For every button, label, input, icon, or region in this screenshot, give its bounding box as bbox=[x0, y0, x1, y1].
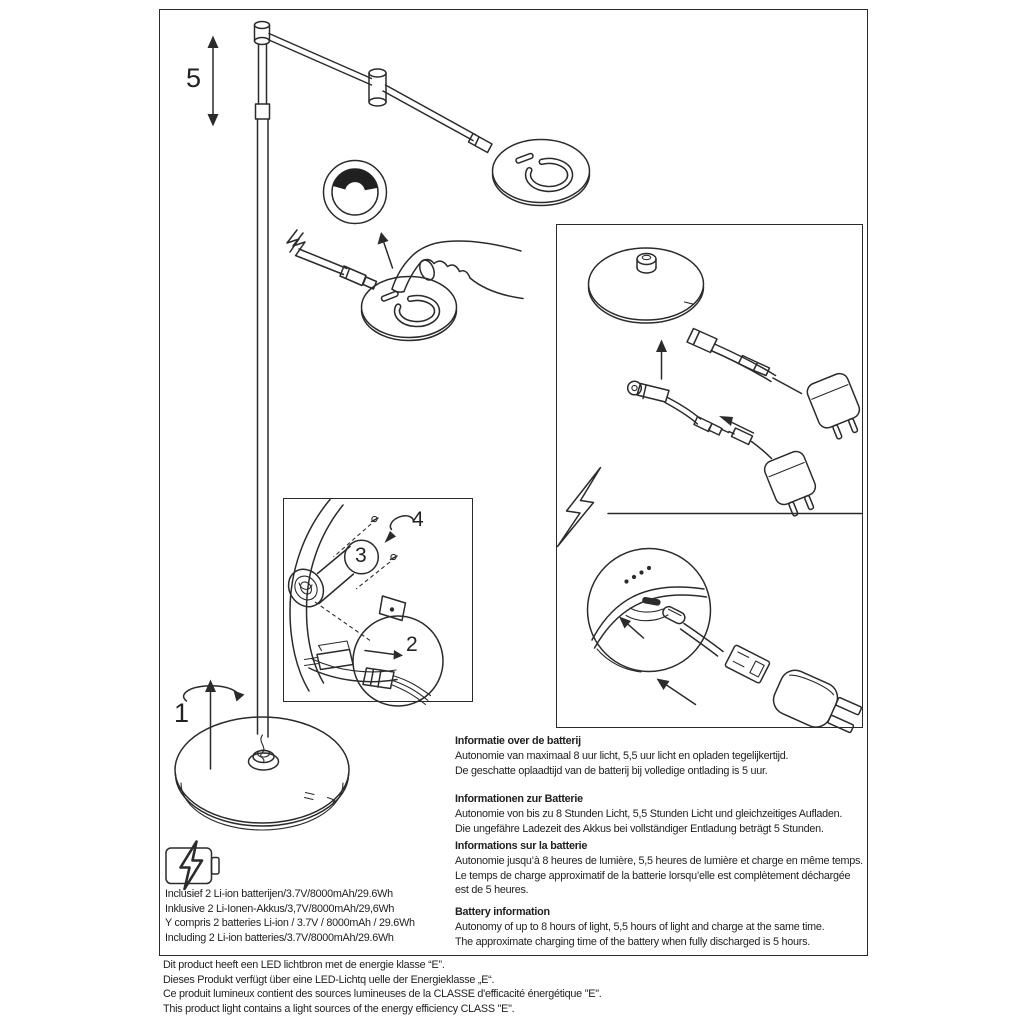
lamp-pole bbox=[255, 22, 270, 738]
battery-charging-icon bbox=[166, 842, 219, 890]
included-batteries-line-fr: Y compris 2 batteries Li-ion / 3.7V / 8000mAh / 29.6Wh bbox=[165, 917, 415, 930]
lamp-base bbox=[175, 717, 349, 830]
battery-info-nl-line1: Autonomie van maximaal 8 uur licht, 5,5 uur licht en opladen tegelijkertijd. bbox=[455, 749, 789, 762]
power-adapter-us bbox=[769, 665, 865, 742]
height-adjust-arrow bbox=[208, 36, 219, 127]
callout-2: 2 bbox=[406, 633, 418, 656]
battery-info-fr-line2: Le temps de charge approximatif de la batterie lorsqu’elle est complètement déchargée bbox=[455, 869, 851, 882]
lightning-bolt-icon bbox=[558, 468, 601, 547]
pressing-hand bbox=[392, 241, 523, 299]
base-rotation-arrow bbox=[184, 680, 245, 770]
battery-info-de bbox=[455, 792, 842, 836]
battery-info-fr-line1: Autonomie jusqu’à 8 heures de lumière, 5,5 heures de lumière et charge en même temps. bbox=[455, 854, 863, 867]
cable-clip-connector bbox=[628, 381, 729, 435]
callout-1: 1 bbox=[174, 698, 190, 728]
callout-4: 4 bbox=[412, 508, 424, 531]
battery-info-de-heading: Informationen zur Batterie bbox=[455, 793, 583, 805]
energy-class-line-de: Dieses Produkt verfügt über eine LED-Lichtq uelle der Energieklasse „E“. bbox=[163, 973, 495, 986]
battery-info-nl-line2: De geschatte oplaadtijd van de batterij bij volledige ontlading is 5 uur. bbox=[455, 764, 768, 777]
callout-5: 5 bbox=[186, 63, 202, 93]
led-indicator-dots bbox=[624, 566, 651, 584]
usb-c-plug bbox=[661, 605, 687, 626]
battery-info-fr-line3: est de 5 heures. bbox=[455, 884, 529, 897]
usb-cable bbox=[661, 605, 770, 684]
touch-arrow bbox=[378, 232, 389, 245]
rotate-cap-arrow bbox=[385, 516, 414, 543]
battery-info-en-line1: Autonomy of up to 8 hours of light, 5,5 hours of light and charge at the same time. bbox=[455, 920, 825, 933]
pressed-lamp-head bbox=[362, 277, 457, 341]
battery-info-de-line1: Autonomie von bis zu 8 Stunden Licht, 5,5 Stunden Licht und gleichzeitiges Aufladen. bbox=[455, 807, 843, 820]
included-batteries-line-de: Inklusive 2 Li-Ionen-Akkus/3,7V/8000mAh/29,6Wh bbox=[165, 902, 395, 915]
callout-3: 3 bbox=[355, 544, 367, 567]
power-adapter-eu-2 bbox=[729, 428, 823, 520]
battery-info-nl bbox=[455, 734, 788, 778]
included-batteries-line-nl: Inclusief 2 Li-ion batterijen/3.7V/8000mAh/29.6Wh bbox=[165, 888, 393, 900]
energy-class-block bbox=[163, 958, 602, 1017]
charging-diagram bbox=[558, 248, 868, 742]
energy-class-line-nl: Dit product heeft een LED lichtbron met de energie klasse “E”. bbox=[163, 959, 445, 971]
dimmer-knob-detail bbox=[324, 161, 387, 224]
included-batteries-line-en: Including 2 Li-ion batteries/3.7V/8000mAh/29.6Wh bbox=[165, 931, 394, 944]
usb-a-connector bbox=[725, 645, 771, 684]
battery-info-de-line2: Die ungefähre Ladezeit des Akkus bei vollständiger Entladung beträgt 5 Stunden. bbox=[455, 822, 824, 835]
usb-charging-magnifier bbox=[588, 549, 711, 673]
battery-info-en bbox=[455, 905, 824, 949]
battery-info-en-heading: Battery information bbox=[455, 906, 550, 918]
lamp-head bbox=[493, 140, 590, 206]
energy-class-line-fr: Ce produit lumineux contient des sources lumineuses de la CLASSE d'efficacité énergétique "E". bbox=[163, 988, 602, 1001]
usb-plug-arrow bbox=[657, 679, 696, 705]
wire-connector-magnifier bbox=[305, 616, 444, 706]
battery-info-en-line2: The approximate charging time of the battery when fully discharged is 5 hours. bbox=[455, 935, 810, 948]
charging-base-disc bbox=[589, 248, 718, 353]
battery-info-nl-heading: Informatie over de batterij bbox=[455, 735, 581, 747]
lamp-arm bbox=[269, 34, 492, 153]
floor-lamp-illustration bbox=[175, 22, 590, 831]
energy-class-line-en: This product light contains a light sources of the energy efficiency CLASS "E". bbox=[163, 1003, 515, 1016]
connect-up-arrow bbox=[656, 340, 667, 380]
touch-control-detail bbox=[287, 230, 523, 340]
included-batteries-block bbox=[165, 887, 415, 945]
battery-info-fr bbox=[455, 839, 863, 898]
battery-info-fr-heading: Informations sur la batterie bbox=[455, 840, 588, 852]
